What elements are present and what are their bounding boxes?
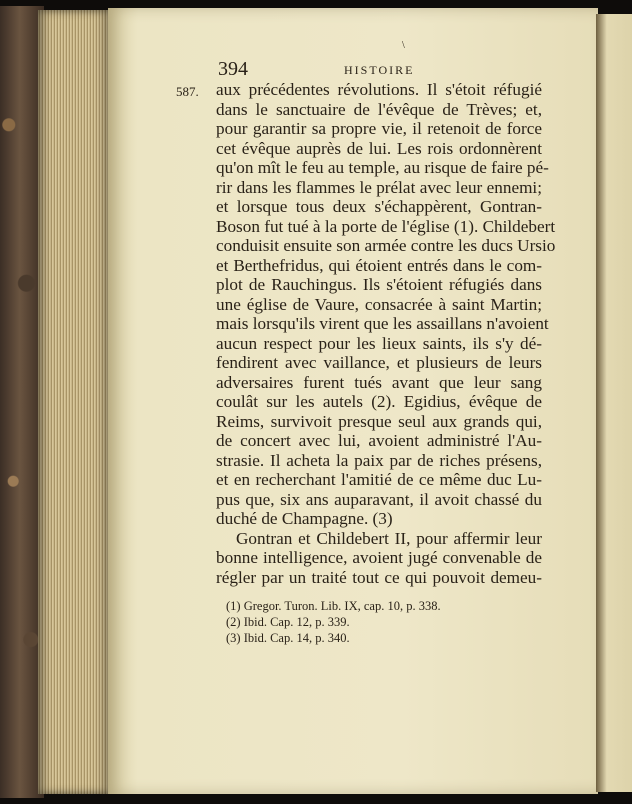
- body-line: pour garantir sa propre vie, il retenoit de force: [216, 119, 542, 138]
- body-line: Gontran et Childebert II, pour affermir leur: [236, 528, 542, 548]
- body-line: pus que, six ans auparavant, il avoit chassé du: [216, 489, 542, 509]
- margin-year-note: 587.: [176, 84, 199, 99]
- footnote: (2) Ibid. Cap. 12, p. 339.: [226, 615, 350, 629]
- body-line: rir dans les flammes le prélat avec leur ennemi;: [216, 177, 542, 197]
- body-line: dans le sanctuaire de l'évêque de Trèves; et,: [216, 99, 542, 119]
- running-title: HISTOIRE: [344, 63, 415, 77]
- body-line: une église de Vaure, consacrée à saint Martin;: [216, 294, 542, 314]
- body-line: bonne intelligence, avoient jugé convenable de: [216, 548, 542, 567]
- body-line: et lorsque tous deux s'échappèrent, Gontran-: [216, 197, 542, 216]
- footnote: (1) Gregor. Turon. Lib. IX, cap. 10, p. 338.: [226, 599, 441, 613]
- body-line: cet évêque auprès de lui. Les rois ordonnèrent: [216, 138, 542, 158]
- footnotes: [226, 598, 441, 646]
- body-text: [216, 80, 556, 587]
- body-line: plot de Rauchingus. Ils s'étoient réfugiés dans: [216, 275, 542, 294]
- body-line: et Berthefridus, qui étoient entrés dans le com-: [216, 255, 542, 275]
- page-number: 394: [218, 58, 248, 80]
- body-line: et en recherchant l'amitié de ce même duc Lu-: [216, 470, 542, 489]
- body-line: qu'on mît le feu au temple, au risque de faire pé-: [216, 158, 549, 177]
- body-line: aucun respect pour les lieux saints, ils s'y dé-: [216, 333, 542, 353]
- body-line: aux précédentes révolutions. Il s'étoit réfugié: [216, 80, 542, 99]
- body-line: Boson fut tué à la porte de l'église (1). Childebert: [216, 216, 556, 236]
- body-line: adversaires furent tués avant que leur sang: [216, 372, 542, 392]
- margin-mark: \: [402, 40, 405, 51]
- body-line: mais lorsqu'ils virent que les assaillans n'avoient: [216, 314, 549, 333]
- body-line: duché de Champagne. (3): [216, 509, 393, 528]
- body-line: régler par un traité tout ce qui pouvoit demeu-: [216, 567, 542, 587]
- body-line: fendirent avec vaillance, et plusieurs de leurs: [216, 353, 542, 372]
- body-line: de concert avec lui, avoient administré l'Au-: [216, 431, 542, 450]
- facing-page-edge: [596, 14, 632, 792]
- body-line: Reims, survivoit presque seul aux grands qui,: [216, 411, 542, 431]
- body-line: strasie. Il acheta la paix par de riches présens,: [216, 450, 542, 470]
- footnote: (3) Ibid. Cap. 14, p. 340.: [226, 631, 350, 645]
- body-line: coulât sur les autels (2). Egidius, évêque de: [216, 392, 542, 411]
- page-edges: [38, 10, 110, 794]
- body-line: conduisit ensuite son armée contre les ducs Ursio: [216, 236, 556, 255]
